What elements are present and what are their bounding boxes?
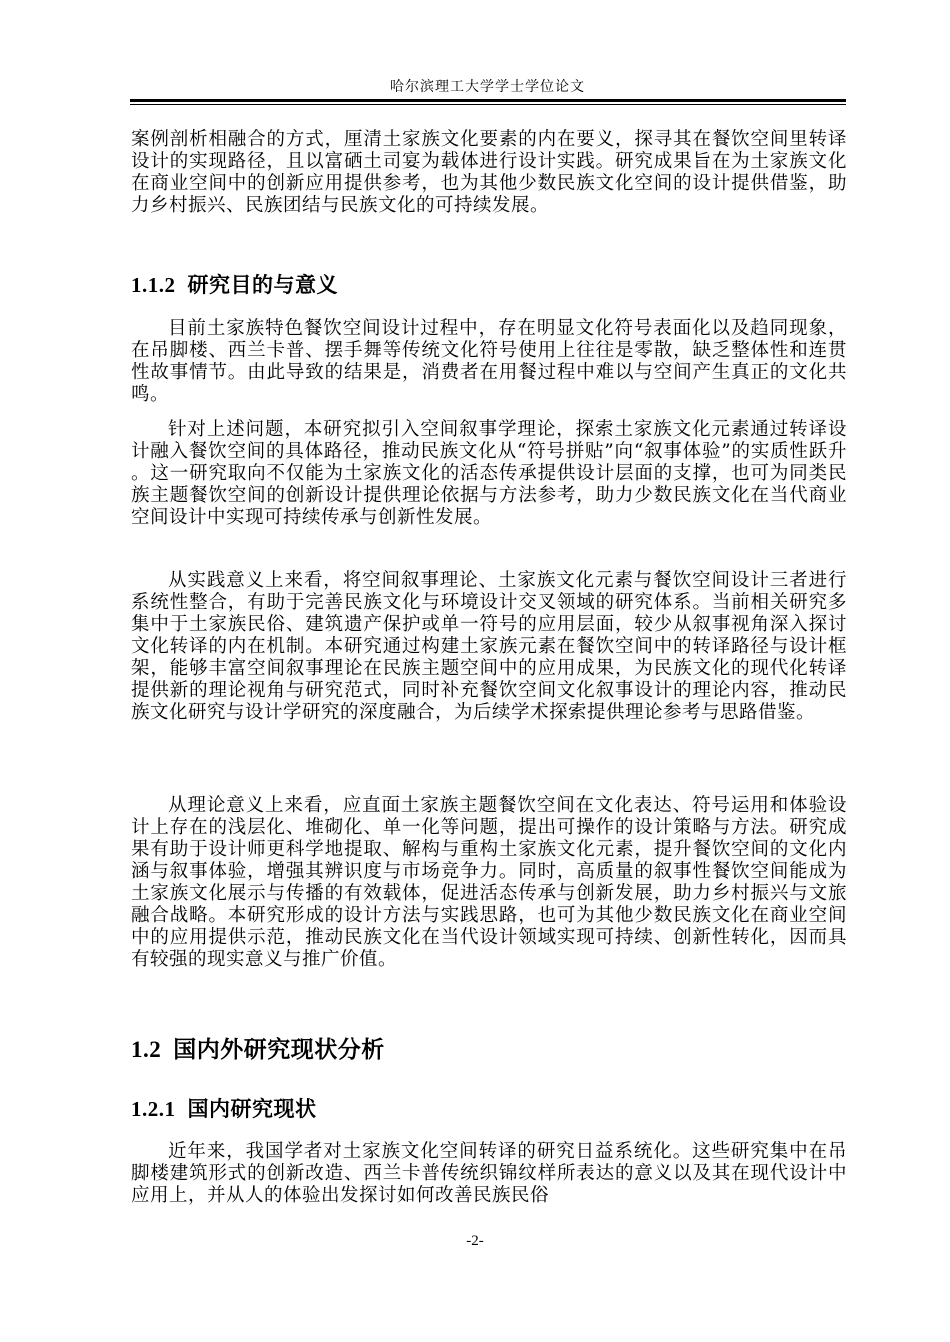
paragraph-purpose-1: 目前土家族特色餐饮空间设计过程中，存在明显文化符号表面化以及趋同现象，在吊脚楼、西兰卡普、摆手舞等传统文化符号使用上往往是零散，缺乏整体性和连贯性故事情节。由此导致的结果是，消费者在用餐过程中难以与空间产生真正的文化共鸣。 (131, 318, 847, 405)
section-number: 1.2 (131, 1037, 162, 1062)
running-header: 哈尔滨理工大学学士学位论文 (390, 79, 585, 95)
header-rule-thick (130, 99, 846, 102)
paragraph-purpose-4: 从理论意义上来看，应直面土家族主题餐饮空间在文化表达、符号运用和体验设计上存在的浅层化、堆砌化、单一化等问题，提出可操作的设计策略与方法。研究成果有助于设计师更科学地提取、解构与重构土家族文化元素，提升餐饮空间的文化内涵与叙事体验，增强其辨识度与市场竞争力。同时，高质量的叙事性餐饮空间能成为土家族文化展示与传播的有效载体，促进活态传承与创新发展，助力乡村振兴与文旅融合战略。本研究形成的设计方法与实践思路，也可为其他少数民族文化在商业空间中的应用提供示范，推动民族文化在当代设计领域实现可持续、创新性转化，因而具有较强的现实意义与推广价值。 (131, 795, 847, 970)
paragraph-continued: 案例剖析相融合的方式，厘清土家族文化要素的内在要义，探寻其在餐饮空间里转译设计的实现路径，且以富硒土司宴为载体进行设计实践。研究成果旨在为土家族文化在商业空间中的创新应用提供参考，也为其他少数民族文化空间的设计提供借鉴，助力乡村振兴、民族团结与民族文化的可持续发展。 (131, 129, 847, 216)
section-number: 1.1.2 (131, 273, 176, 297)
paragraph-domestic-research: 近年来，我国学者对土家族文化空间转译的研究日益系统化。这些研究集中在吊脚楼建筑形式的创新改造、西兰卡普传统织锦纹样所表达的意义以及其在现代设计中应用上，并从人的体验出发探讨如何改善民族民俗 (131, 1141, 847, 1206)
section-number: 1.2.1 (131, 1097, 176, 1121)
header-rule-thin (130, 104, 846, 105)
paragraph-purpose-3: 从实践意义上来看，将空间叙事理论、土家族文化元素与餐饮空间设计三者进行系统性整合，有助于完善民族文化与环境设计交叉领域的研究体系。当前相关研究多集中于土家族民俗、建筑遗产保护或单一符号的应用层面，较少从叙事视角深入探讨文化转译的内在机制。本研究通过构建土家族元素在餐饮空间中的转译路径与设计框架，能够丰富空间叙事理论在民族主题空间中的应用成果，为民族文化的现代化转译提供新的理论视角与研究范式，同时补充餐饮空间文化叙事设计的理论内容，推动民族文化研究与设计学研究的深度融合，为后续学术探索提供理论参考与思路借鉴。 (131, 570, 847, 723)
page-number: -2- (466, 1233, 484, 1249)
section-heading-1-1-2 (131, 272, 847, 298)
section-heading-1-2 (131, 1036, 847, 1064)
section-title: 研究目的与意义 (187, 273, 338, 297)
section-title: 国内研究现状 (187, 1097, 317, 1121)
section-heading-1-2-1 (131, 1096, 847, 1122)
paragraph-purpose-2: 针对上述问题，本研究拟引入空间叙事学理论，探索土家族文化元素通过转译设计融入餐饮空间的具体路径，推动民族文化从“符号拼贴”向“叙事体验”的实质性跃升。这一研究取向不仅能为土家族文化的活态传承提供设计层面的支撑，也可为同类民族主题餐饮空间的创新设计提供理论依据与方法参考，助力少数民族文化在当代商业空间设计中实现可持续传承与创新性发展。 (131, 419, 847, 528)
section-title: 国内外研究现状分析 (173, 1037, 385, 1063)
